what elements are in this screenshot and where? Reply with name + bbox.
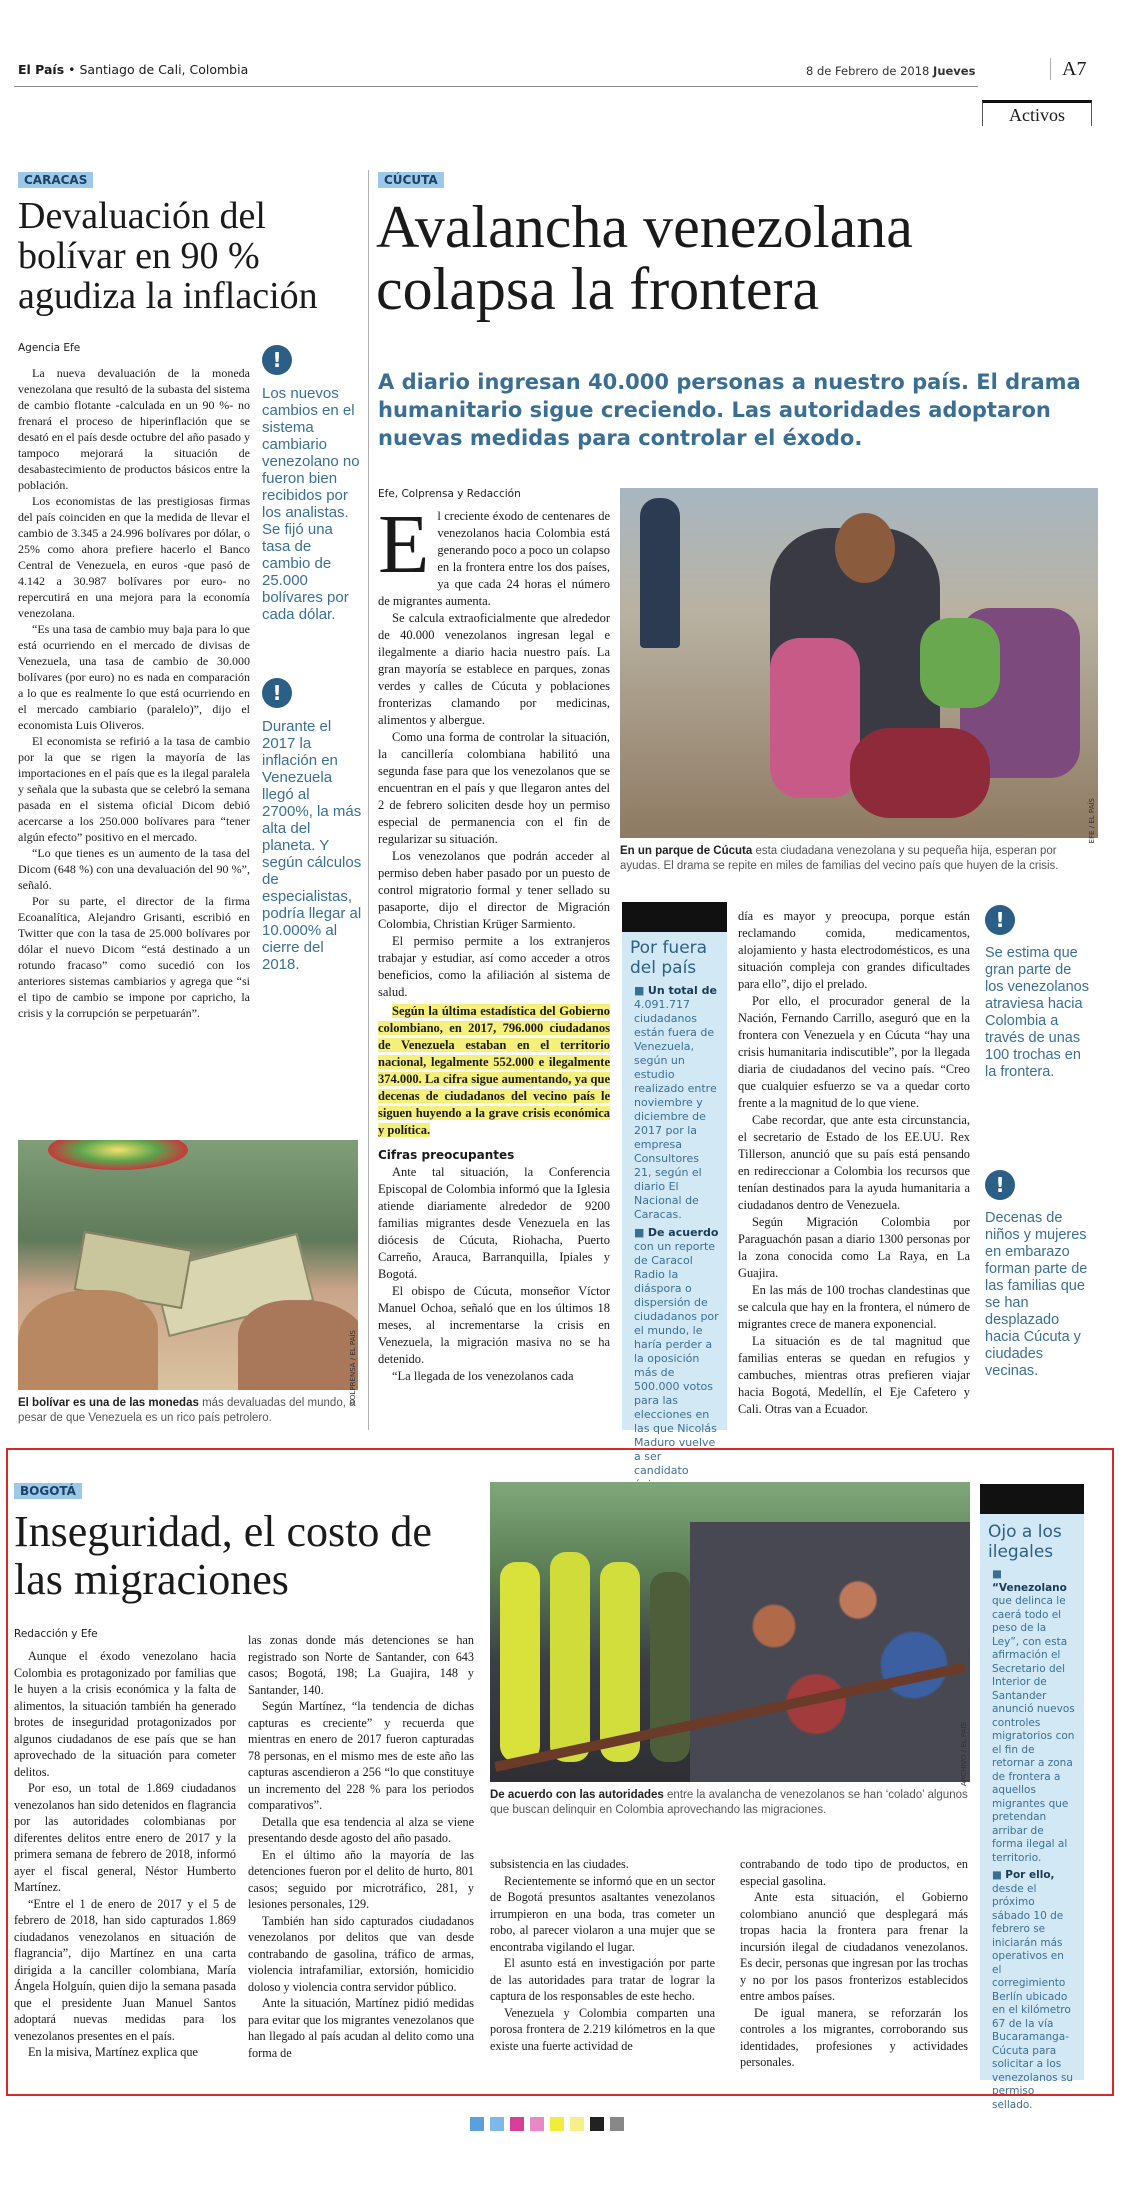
tag-caracas: CARACAS <box>18 172 93 188</box>
box-item-bold: Por ello, <box>1005 1869 1055 1881</box>
child-shape <box>770 638 860 798</box>
photo-credit: ARCHIVO / EL PAÍS <box>960 1722 968 1787</box>
highlighted-paragraph <box>378 1003 610 1139</box>
masthead: El País • Santiago de Cali, Colombia <box>18 62 249 77</box>
box-header-bar <box>622 902 727 932</box>
paragraph: contrabando de todo tipo de productos, en especial gasolina. <box>740 1857 968 1888</box>
drop-cap: E <box>378 498 430 591</box>
caracas-byline: Agencia Efe <box>18 342 81 354</box>
paragraph: Recientemente se informó que en un sector de Bogotá presuntos asaltantes venezolanos irrumpieron en una boda, tras cometer un robo, al parecer violaron a una mujer que se encontraba vigilando el lugar. <box>490 1873 715 1954</box>
paragraph: “Entre el 1 de enero de 2017 y el 5 de febrero de 2018, han sido capturados 1.869 ciudadanos venezolanos en situación de flagrancia”, dijo Martínez en una carta dirigida a la canciller colombiana, María Ángela Holguín, quien dijo la semana pasada que el presidente Juan Manuel Santos adoptará nuevas medidas para los venezolanos presentes en el país. <box>14 1896 236 2043</box>
hand-shape <box>18 1290 158 1390</box>
box-item: ■ “Venezolano que delinca le caerá todo el peso de la Ley”, con esta afirmación el Secretario del Interior de Santander anunció nuevos controles migratorios con el fin de retornar a zona de frontera a aquellos migrantes que pretendan arribar de forma ilegal al territorio. <box>992 1568 1075 1864</box>
paragraph: De igual manera, se reforzarán los controles a los migrantes, corroborando sus identidades, profesiones y actividades personales. <box>740 2005 968 2069</box>
paragraph: las zonas donde más detenciones se han registrado son Norte de Santander, con 643 casos; Bogotá, 198; La Guajira, 148 y Santander, 140. <box>248 1633 474 1697</box>
cucuta-subtitle: A diario ingresan 40.000 personas a nuestro país. El drama humanitario sigue creciendo. Las autoridades adoptaron nuevas medidas para controlar el éxodo. <box>378 370 1081 450</box>
tag-cucuta: CÚCUTA <box>378 172 444 188</box>
box-item: ■ De acuerdo con un reporte de Caracol Radio la diáspora o dispersión de ciudadanos por el mundo, le haría perder a la oposición más de 500.000 votos para las elecciones en las que Nicolás Maduro vuelve a ser candidato <box>634 1226 719 1492</box>
paragraph: Venezuela y Colombia comparten una porosa frontera de 2.219 kilómetros en la que existe una fuerte actividad de <box>490 2005 715 2053</box>
paragraph: Como una forma de controlar la situación, la cancillería colombiana habilitó una segunda fase para que los venezolanos que se encuentran en el país y que llegaron antes del 2 de febrero soliciten desde hoy un permiso especial de permanencia con el fin de regularizar su situación. <box>378 730 610 846</box>
box-item-bold: Un total de <box>647 984 717 997</box>
photo-cucuta-park <box>620 488 1098 838</box>
caption-text: entre la avalancha de venezolanos se han ‘colado’ algunos que buscan delinquir en Colombia aprovechando las migraciones. <box>490 1789 968 1816</box>
paragraph: También han sido capturados ciudadanos venezolanos por delitos que van desde contrabando de gasolina, tráfico de armas, violencia intrafamiliar, extorsión, homicidio doloso y violencia contra servidor público. <box>248 1913 474 1994</box>
box-title: Ojo a los ilegales <box>988 1522 1062 1562</box>
bogota-col4 <box>740 1856 968 2071</box>
color-swatch <box>610 2117 624 2131</box>
paragraph: Por ello, el procurador general de la Nación, Fernando Carrillo, aseguró que en la frontera con Venezuela y en Cúcuta “hay una crisis humanitaria indiscutible”, por la llegada diaria de ciudadanos del vecino país. “Creo que cualquier esfuerzo se va a quedar corto frente a la magnitud de lo que viene. <box>738 994 970 1110</box>
caption-text: más devaluadas del mundo, a pesar de que Venezuela es un rico país petrolero. <box>18 1397 356 1424</box>
paragraph: El permiso permite a los extranjeros trabajar y estudiar, así como acceder a otros beneficios, como la afiliación al sistema de salud. <box>378 934 610 999</box>
paragraph: Ante la situación, Martínez pidió medidas para evitar que los migrantes venezolanos que han llegado al país acudan al delito como una forma de <box>248 1996 474 2060</box>
photo-credit: COLPRENSA / EL PAÍS <box>349 1330 357 1405</box>
cucuta-col2 <box>738 908 970 1418</box>
paragraph: “La llegada de los venezolanos cada <box>392 1369 574 1383</box>
paragraph: subsistencia en las ciudades. <box>490 1857 629 1871</box>
column-divider <box>368 170 369 1430</box>
sidenote-text: Se estima que gran parte de los venezolanos atraviesa hacia Colombia a través de unas 100 trochas en la frontera. <box>985 945 1089 1080</box>
exclamation-icon: ! <box>985 1170 1015 1200</box>
box-item-text: que delinca le caerá todo el peso de la Ley”, con esta afirmación el Secretario del Interior de Santander anunció nuevos controles migratorios con el fin de retornar a zona de frontera a aquellos migrantes que pretendan arribar de forma ilegal al territorio. <box>992 1595 1075 1864</box>
bogota-col2 <box>248 1632 474 2061</box>
paragraph: Ante esta situación, el Gobierno colombiano anunció que desplegará más tropas hacia la frontera para frenar la incursión ilegal de ciudadanos venezolanos. Es decir, personas que ingresan por las trochas y no por los pasos fronterizos establecidos entre ambos países. <box>740 1890 968 2003</box>
caracas-caption <box>18 1396 358 1426</box>
box-title: Por fuera del país <box>630 938 708 978</box>
face-shape <box>835 513 895 583</box>
paragraph: Cabe recordar, que ante esta circunstancia, el secretario de Estado de los EE.UU. Rex Tillerson, anunció que su país está pensando en redireccionar a Colombia los recursos que tenían destinados para la ayuda humanitaria a ciudadanos dentro de Venezuela. <box>738 1113 970 1212</box>
caracas-title: Devaluación del bolívar en 90 % agudiza la inflación <box>18 195 318 317</box>
section-label: Activos <box>982 100 1092 126</box>
box-item-bold: “Venezolano <box>992 1581 1067 1594</box>
paragraph: Detalla que esa tendencia al alza se viene presentando desde agosto del año pasado. <box>248 1814 474 1845</box>
tag-bogota: BOGOTÁ <box>14 1483 82 1499</box>
date: 8 de Febrero de 2018 <box>806 64 930 78</box>
paragraph: Por su parte, el director de la firma Ecoanalítica, Alejandro Grisanti, escribió en Twitter que con la tasa de 25.000 bolívares por dólar el nuevo Dicom “está destinado a un rotundo fracaso” como sucedió con los anteriores sistemas cambiarios y agrega que “si el tipo de cambio se impone por capricho, la crisis y la corrupción se perpetuarán”. <box>18 894 250 1020</box>
box-header-bar <box>980 1484 1084 1514</box>
photo-border-crowd <box>490 1482 970 1782</box>
color-swatch <box>530 2117 544 2131</box>
cucuta-col1 <box>378 498 610 1385</box>
paragraph: En las más de 100 trochas clandestinas que se calcula que hay en la frontera, el número de migrantes crece de manera exponencial. <box>738 1283 970 1331</box>
color-swatch <box>490 2117 504 2131</box>
city: Santiago de Cali, Colombia <box>79 62 249 77</box>
paragraph: “Es una tasa de cambio muy baja para lo que está ocurriendo en el mercado de divisas de Venezuela, una tasa de cambio de 30.000 bolívares (por euro) no es nada en comparación a lo que es realmente lo que está ocurriendo en el mercado cambiario (paralelo)”, dijo el economista Luis Oliveros. <box>18 622 250 732</box>
person-shape <box>640 498 680 648</box>
bogota-col1 <box>14 1648 236 2061</box>
hand-shape <box>238 1300 358 1390</box>
cucuta-title: Avalancha venezolana colapsa la frontera <box>376 194 913 322</box>
paragraph: El obispo de Cúcuta, monseñor Víctor Manuel Ochoa, señaló que en los últimos 18 meses, al incrementarse la crisis en Venezuela, la migración masiva no se ha detenido. <box>378 1284 610 1366</box>
lead-text: l creciente éxodo de centenares de venezolanos hacia Colombia está generando poco a poco un colapso en la frontera entre los dos países, ya que cada 24 horas el número de migrantes aumenta. <box>378 509 610 608</box>
cucuta-caption <box>620 844 1098 874</box>
box-ojo-ilegales <box>980 1484 1084 2111</box>
sidenote-text: Durante el 2017 la inflación en Venezuela llegó al 2700%, la más alta del planeta. Y según cálculos de especialistas, podría llegar al 10.000% al cierre del 2018. <box>262 718 362 973</box>
paragraph: Los venezolanos que podrán acceder al permiso deben haber pasado por un puesto de control migratorio formal y tener sellado su pasaporte, dijo el director de Migración Colombia, Christian Krüger Sarmiento. <box>378 849 610 931</box>
bogota-col3 <box>490 1856 715 2054</box>
box-item-text: 4.091.717 ciudadanos están fuera de Venezuela, según un estudio realizado entre noviembre y diciembre de 2017 por la empresa Consultores 21, según el diario El Nacional de Caracas. <box>634 998 717 1221</box>
caption-bold: En un parque de Cúcuta <box>620 845 753 857</box>
bogota-byline: Redacción y Efe <box>14 1628 98 1640</box>
paragraph: Según Martínez, “la tendencia de dichas capturas es creciente” y recuerda que mientras en enero de 2017 fueron capturadas 78 personas, en el mismo mes de este año las capturas ascendieron a 256 “lo que constituye un incremento del 228 % para los periodos comparativos”. <box>248 1699 474 1812</box>
paragraph: día es mayor y preocupa, porque están reclamando comida, medicamentos, alojamiento y hasta electrodomésticos, es una situación compleja con grandes dificultades para ello”, dijo el prelado. <box>738 909 970 991</box>
paragraph: En el último año la mayoría de las detenciones fueron por el delito de hurto, 801 casos; seguido por microtráfico, 281, y lesiones personales, 129. <box>248 1847 474 1911</box>
caption-bold: El bolívar es una de las monedas <box>18 1397 199 1409</box>
color-swatch <box>590 2117 604 2131</box>
paragraph: Ante tal situación, la Conferencia Episcopal de Colombia informó que la Iglesia atiende diariamente alrededor de 9200 familias migrantes desde Venezuela en las diócesis de Cúcuta, Riohacha, Puerto Carreño, Arauca, Barranquilla, Ipiales y Bogotá. <box>378 1165 610 1281</box>
exclamation-icon: ! <box>262 345 292 375</box>
bogota-caption <box>490 1788 970 1818</box>
paragraph: La situación es de tal magnitud que familias enteras se quedan en refugios y cambuches, mientras otras prefieren viajar hacia Bogotá, Medellín, el Eje Cafetero y Cali. Otras van a Ecuador. <box>738 1334 970 1416</box>
paragraph: “Lo que tienes es un aumento de la tasa del Dicom (648 %) con una devaluación del 90 %”, señaló. <box>18 846 250 892</box>
subhead: Cifras preocupantes <box>378 1148 515 1162</box>
paragraph: Aunque el éxodo venezolano hacia Colombia es protagonizado por familias que le huyen a la crisis económica y la falta de alimentos, la situación también ha generado brotes de inseguridad protagonizados por algunos ciudadanos de ese país que se han aprovechado de la situación para cometer delitos. <box>14 1649 236 1779</box>
date-line <box>806 64 975 78</box>
box-list <box>980 1568 1084 2112</box>
bogota-title: Inseguridad, el costo de las migraciones <box>14 1507 432 1604</box>
paragraph: El economista se refirió a la tasa de cambio por la que se rigen la mayoría de las importaciones en el país que es la ilegal paralela y señala que la subasta que se celebró la semana pasada en el sistema oficial Dicom debió acercarse a los 250.000 bolívares para “tener algún efecto” positivo en el mercado. <box>18 734 250 844</box>
paragraph: En la misiva, Martínez explica que <box>28 2045 198 2059</box>
lead-block <box>378 498 610 610</box>
caracas-body <box>18 365 250 1021</box>
color-swatch <box>510 2117 524 2131</box>
photo-credit: EFE / EL PAÍS <box>1088 798 1096 844</box>
caracas-sidenote-2 <box>262 678 362 973</box>
paragraph: El asunto está en investigación por parte de las autoridades para tratar de lograr la captura de los responsables de este hecho. <box>490 1956 715 2003</box>
exclamation-icon: ! <box>262 678 292 708</box>
cucuta-sidenote-2 <box>985 1170 1090 1380</box>
paragraph: Según Migración Colombia por Paraguachón pasan a diario 1300 personas por la zona conocida como La Raya, en La Guajira. <box>738 1215 970 1280</box>
officer-shape <box>550 1552 590 1762</box>
sidenote-text: Los nuevos cambios en el sistema cambiario venezolano no fueron bien recibidos por los analistas. Se fijó una tasa de cambio de 25.000 bolívares por cada dólar. <box>262 385 360 623</box>
highlight-text: Según la última estadística del Gobierno colombiano, en 2017, 796.000 ciudadanos de Venezuela estaban en el territorio nacional, legalmente 552.000 e ilegalmente 374.000. La cifra sigue aumentando, ya que decenas de ciudadanos del vecino país le siguen huyendo a la grave crisis económica y política. <box>378 1004 610 1137</box>
umbrella-shape <box>48 1140 188 1170</box>
paragraph: Se calcula extraoficialmente que alrededor de 40.000 venezolanos ingresan legal e ilegalmente a diario hacia nuestro país. La gran mayoría se establece en parques, zonas verdes y calles de Cúcuta y poblaciones fronterizas clamando por medicinas, alimentos y albergue. <box>378 611 610 727</box>
caption-bold: De acuerdo con las autoridades <box>490 1789 664 1801</box>
header-rule <box>14 86 978 87</box>
exclamation-icon: ! <box>985 905 1015 935</box>
paragraph: Los economistas de las prestigiosas firmas del país coinciden en que la medida de llevar el cambio de 3.345 a 24.996 bolívares por dólar, o 25% como ahora prefiere hacerlo el Banco Central de Venezuela, en euros -que pasó de 4.142 a 30.987 bolívares por euro- no repercutirá en una mejora para la economía venezolana. <box>18 494 250 620</box>
color-swatch <box>470 2117 484 2131</box>
caption-text: esta ciudadana venezolana y su pequeña hija, esperan por ayudas. El drama se repite en miles de familias del vecino país que huyen de la crisis. <box>620 845 1059 872</box>
box-item-bold: De acuerdo <box>647 1226 719 1239</box>
officer-shape <box>500 1562 540 1762</box>
cucuta-byline: Efe, Colprensa y Redacción <box>378 488 521 500</box>
box-item: ■ Por ello, desde el próximo sábado 10 de febrero se iniciarán más operativos en el corregimiento Berlín ubicado en el kilómetro 67 de la vía Bucaramanga-Cúcuta para solicitar a los venezolanos su permiso sellado. <box>992 1869 1074 2111</box>
bag-shape <box>920 618 1000 708</box>
weekday: Jueves <box>933 64 976 78</box>
color-swatch <box>550 2117 564 2131</box>
paragraph: La nueva devaluación de la moneda venezolana que resultó de la subasta del sistema de cambio flotante -calculada en un 90 %- no frenará el proceso de hiperinflación que se desató en el país desde octubre del año pasado y tampoco mejorará la situación de desabastecimiento de productos básicos entre la población. <box>18 366 250 492</box>
caracas-sidenote-1 <box>262 345 362 623</box>
page-number: A7 <box>1062 58 1087 80</box>
box-item-text: con un reporte de Caracol Radio la diáspora o dispersión de ciudadanos por el mundo, le haría perder a la oposición más de 500.000 votos para las elecciones en las que Nicolás Maduro vuelve a ser candidato <box>634 1240 719 1477</box>
color-swatch <box>570 2117 584 2131</box>
divider <box>1050 58 1051 80</box>
box-list <box>622 984 727 1492</box>
box-item-text: desde el próximo sábado 10 de febrero se iniciarán más operativos en el corregimiento Berlín ubicado en el kilómetro 67 de la vía Bucaramanga-Cúcuta para solicitar a los venezolanos su permiso sellado. <box>992 1882 1074 2111</box>
photo-bolivar <box>18 1140 358 1390</box>
box-por-fuera <box>622 902 727 1477</box>
crowd-shape <box>690 1522 970 1782</box>
sidenote-text: Decenas de niños y mujeres en embarazo forman parte de las familias que se han desplazado hacia Cúcuta y ciudades vecinas. <box>985 1210 1088 1379</box>
paragraph: Por eso, un total de 1.869 ciudadanos venezolanos han sido detenidos en flagrancia por las autoridades colombianas por diferentes delitos entre enero de 2017 y la primera semana de febrero de 2018, informó ayer el fiscal general, Néstor Humberto Martínez. <box>14 1781 236 1894</box>
box-item: ■ Un total de 4.091.717 ciudadanos están fuera de Venezuela, según un estudio realizado entre noviembre y diciembre de 2017 por la empresa Consultores 21, según el diario El Nacional de Caracas. <box>634 984 717 1221</box>
cucuta-sidenote-1 <box>985 905 1090 1081</box>
paper-name: El País <box>18 62 65 77</box>
suitcase-shape <box>850 728 990 818</box>
body <box>378 610 610 1385</box>
